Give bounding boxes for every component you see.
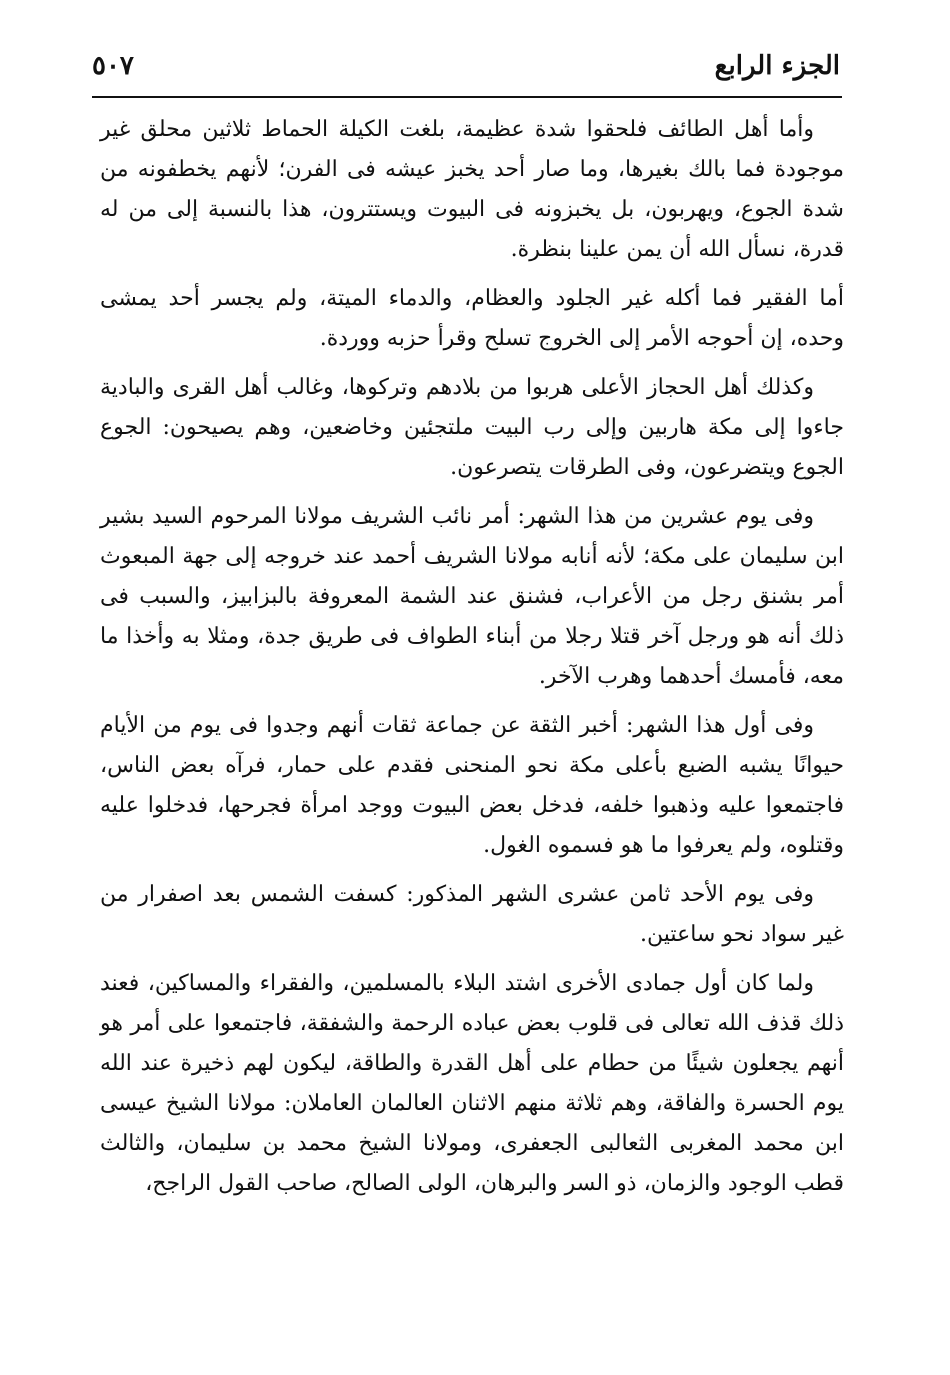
paragraph-first-of-month: وفى أول هذا الشهر: أخبر الثقة عن جماعة ثقات أنهم وجدوا فى يوم من الأيام حيوانًا يشبه الضبع بأعلى مكة نحو المنحنى فقدم على حمار، فرآه بعض الناس، فاجتمعوا عليه وذهبوا خلفه، فدخل بعض البيوت ووجد امرأة فجرحها، فدخلوا عليه وقتلوه، ولم يعرفوا ما هو فسموه الغول. <box>100 713 844 858</box>
page-body <box>100 110 844 1213</box>
paragraph-twentieth-day: وفى يوم عشرين من هذا الشهر: أمر نائب الشريف مولانا المرحوم السيد بشير ابن سليمان على مكة؛ لأنه أنابه مولانا الشريف أحمد عند خروجه إلى جهة المبعوث أمر بشنق رجل من الأعراب، فشنق عند الشمة المعروفة بالبزابيز، والسبب فى ذلك أنه هو ورجل آخر قتلا رجلا من أبناء الطواف فى طريق جدة، ومثلا به وأخذا ما معه، فأمسك أحدهما وهرب الآخر. <box>100 504 844 689</box>
running-head-title: الجزء الرابع <box>714 51 840 81</box>
paragraph-hijaz: وكذلك أهل الحجاز الأعلى هربوا من بلادهم وتركوها، وغالب أهل القرى والبادية جاءوا إلى مكة هاربين وإلى رب البيت ملتجئين وخاضعين، وهم يصيحون: الجوع الجوع ويتضرعون، وفى الطرقات يتصرعون. <box>100 375 844 480</box>
paragraph-taif: وأما أهل الطائف فلحقوا شدة عظيمة، بلغت الكيلة الحماط ثلاثين محلق غير موجودة فما بالك بغيرها، وما صار أحد يخبز عيشه فى الفرن؛ لأنهم يخطفونه من شدة الجوع، ويهربون، بل يخبزونه فى البيوت ويستترون، هذا بالنسبة إلى من له قدرة، نسأل الله أن يمن علينا بنظرة. <box>100 117 844 262</box>
page-header <box>92 42 840 92</box>
paragraph-poor: أما الفقير فما أكله غير الجلود والعظام، والدماء الميتة، ولم يجسر أحد يمشى وحده، إن أحوجه الأمر إلى الخروج تسلح وقرأ حزبه ووردة. <box>100 286 844 351</box>
page-number: ٥٠٧ <box>92 51 134 81</box>
header-divider <box>92 96 842 98</box>
paragraph-eclipse: وفى يوم الأحد ثامن عشرى الشهر المذكور: كسفت الشمس بعد اصفرار من غير سواد نحو ساعتين. <box>100 882 844 947</box>
paragraph-jumada: ولما كان أول جمادى الأخرى اشتد البلاء بالمسلمين، والفقراء والمساكين، فعند ذلك قذف الله تعالى فى قلوب بعض عباده الرحمة والشفقة، فاجتمعوا على أمر هو أنهم يجعلون شيئًا من حطام على أهل القدرة والطاقة، ليكون لهم ذخيرة عند الله يوم الحسرة والفاقة، وهم ثلاثة منهم الاثنان العالمان العاملان: مولانا الشيخ عيسى ابن محمد المغربى الثعالبى الجعفرى، ومولانا الشيخ محمد بن سليمان، والثالث قطب الوجود والزمان، ذو السر والبرهان، الولى الصالح، صاحب القول الراجح، <box>100 971 844 1196</box>
